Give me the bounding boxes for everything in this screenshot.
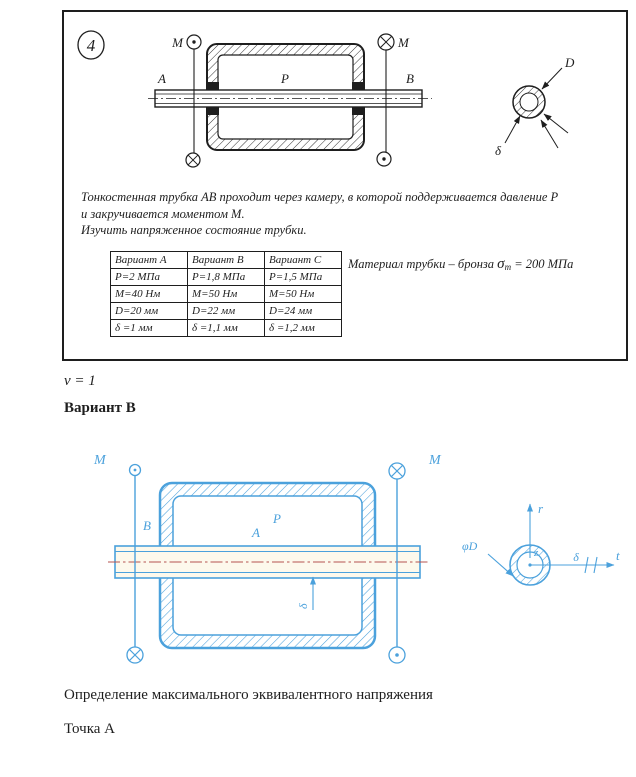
nu-line: ν = 1 <box>64 373 96 389</box>
thickness-label: δ <box>494 143 502 158</box>
solution-drawing <box>58 442 630 680</box>
header-variant-b: Вариант B <box>188 252 265 269</box>
header-variant-a: Вариант A <box>111 252 188 269</box>
thickness-label: δ <box>573 550 579 564</box>
pressure-label: Р <box>281 71 289 86</box>
table-header-row <box>111 252 342 269</box>
problem-number: 4 <box>86 36 96 55</box>
table-row <box>111 286 342 303</box>
seal-left-top <box>206 82 219 90</box>
statement-line-3: Изучить напряженное состояние трубки. <box>81 223 307 237</box>
moment-label-right: М <box>429 453 441 468</box>
header-variant-c: Вариант C <box>265 252 342 269</box>
problem-number-badge <box>78 31 104 59</box>
z-axis-label: z <box>534 547 539 559</box>
table-cell: D=20 мм <box>111 303 188 320</box>
variants-table <box>110 251 342 337</box>
table-cell: δ =1,1 мм <box>188 320 265 337</box>
table-row <box>111 320 342 337</box>
sigma-value: = 200 МПа <box>511 257 574 271</box>
r-axis-label: r <box>538 501 544 516</box>
material-text: Материал трубки – бронза <box>348 257 498 271</box>
problem-drawing <box>64 12 626 188</box>
material-note <box>348 256 630 273</box>
pressure-label: Р <box>273 511 281 526</box>
t-axis-label: t <box>616 548 620 563</box>
moment-label-left: М <box>172 35 183 50</box>
tube <box>108 546 428 578</box>
point-b-label: В <box>406 71 414 86</box>
seal-right-top <box>352 82 365 90</box>
diameter-label: D <box>565 55 575 70</box>
table-row <box>111 303 342 320</box>
seal-left-bottom <box>206 107 219 115</box>
point-a-heading: Точка А <box>64 721 115 737</box>
cross-section <box>462 501 620 585</box>
point-b-label: В <box>143 518 151 533</box>
sigma-subscript: т <box>504 262 512 272</box>
point-a-label: А <box>158 71 166 86</box>
problem-statement <box>81 189 626 239</box>
statement-line-1: Тонкостенная трубка АВ проходит через камеру, в которой поддерживается давление Р <box>81 190 559 204</box>
thickness-arrow <box>505 116 520 143</box>
table-cell: P=2 МПа <box>111 269 188 286</box>
table-row <box>111 269 342 286</box>
table-cell: D=24 мм <box>265 303 342 320</box>
table-cell: δ =1,2 мм <box>265 320 342 337</box>
table-cell: M=50 Нм <box>188 286 265 303</box>
point-a-label: А <box>252 525 260 540</box>
moment-label-right: М <box>398 35 409 50</box>
statement-line-2: и закручивается моментом М. <box>81 206 245 221</box>
problem-sheet-frame <box>62 10 628 361</box>
table-cell: P=1,5 МПа <box>265 269 342 286</box>
seal-right-bottom <box>352 107 365 115</box>
variant-heading: Вариант В <box>64 400 136 416</box>
moment-label-left: М <box>94 453 106 468</box>
diameter-arrow <box>542 68 562 89</box>
sigma-symbol: σ <box>497 256 505 272</box>
section-title: Определение максимального эквивалентного напряжения <box>64 687 433 703</box>
table-cell: M=40 Нм <box>111 286 188 303</box>
thickness-label: δ <box>296 603 310 609</box>
table-cell: δ =1 мм <box>111 320 188 337</box>
table-cell: P=1,8 МПа <box>188 269 265 286</box>
diameter-label: φD <box>462 539 478 553</box>
cross-section <box>495 55 575 158</box>
table-cell: D=22 мм <box>188 303 265 320</box>
table-cell: M=50 Нм <box>265 286 342 303</box>
